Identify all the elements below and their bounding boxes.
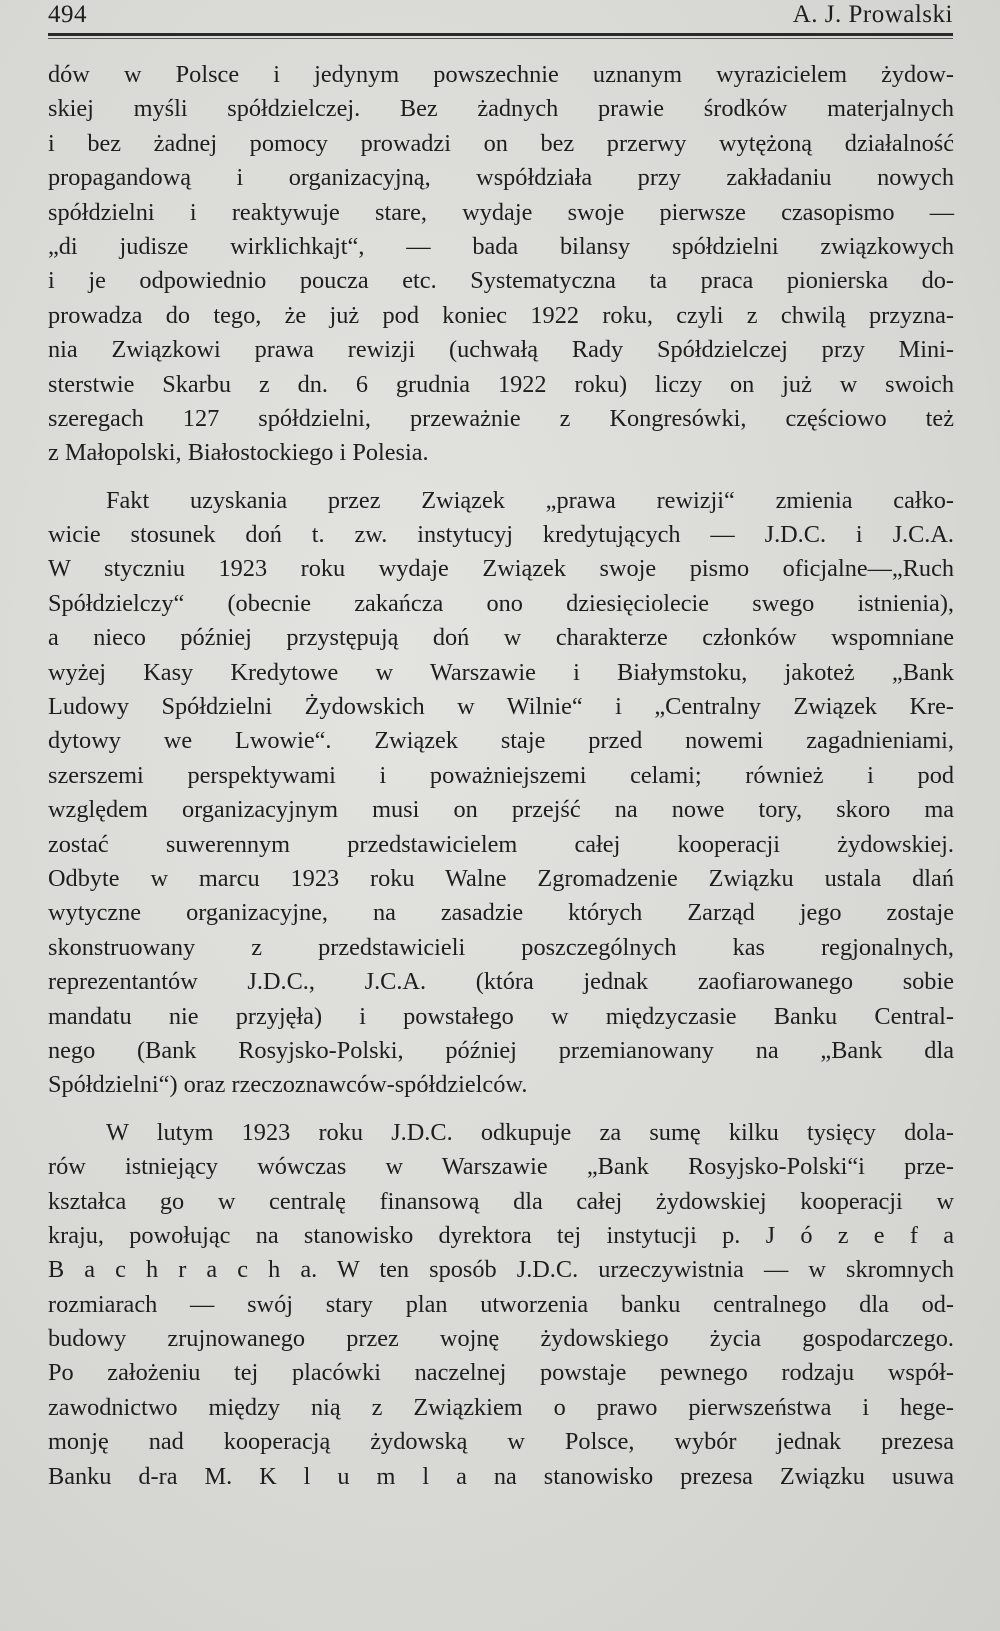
text-line: monję nad kooperacją żydowską w Polsce, wybór jednak prezesa	[48, 1428, 954, 1456]
paragraph-gap	[48, 471, 954, 484]
header-rule	[48, 33, 953, 36]
text-line: prowadza do tego, że już pod koniec 1922 roku, czyli z chwilą przyzna-	[48, 301, 954, 329]
text-line: B a c h r a c h a. W ten sposób J.D.C. urzeczywistnia — w skromnych	[48, 1256, 954, 1284]
text-line: szeregach 127 spółdzielni, przeważnie z Kongresówki, częściowo też	[48, 404, 954, 432]
text-line: wicie stosunek doń t. zw. instytucyj kredytujących — J.D.C. i J.C.A.	[48, 521, 954, 549]
paragraph-gap	[48, 1103, 954, 1116]
text-line: Spółdzielni“) oraz rzeczoznawców-spółdzielców.	[48, 1071, 528, 1099]
text-line: nego (Bank Rosyjsko-Polski, później przemianowany na „Bank dla	[48, 1036, 954, 1064]
text-line: zawodnictwo między nią z Związkiem o prawo pierwszeństwa i hege-	[48, 1393, 954, 1421]
text-line: rów istniejący wówczas w Warszawie „Bank Rosyjsko-Polski“i prze-	[48, 1153, 954, 1181]
text-line: nia Związkowi prawa rewizji (uchwałą Rady Spółdzielczej przy Mini-	[48, 336, 954, 364]
text-line: zostać suwerennym przedstawicielem całej kooperacji żydowskiej.	[48, 830, 954, 858]
text-line: wytyczne organizacyjne, na zasadzie których Zarząd jego zostaje	[48, 899, 954, 927]
text-line: W lutym 1923 roku J.D.C. odkupuje za sumę kilku tysięcy dola-	[106, 1118, 954, 1146]
text-line: kształca go w centralę finansową dla całej żydowskiej kooperacji w	[48, 1187, 954, 1215]
text-line: rozmiarach — swój stary plan utworzenia banku centralnego dla od-	[48, 1290, 954, 1318]
text-line: Banku d-ra M. K l u m l a na stanowisko prezesa Związku usuwa	[48, 1462, 954, 1490]
text-line: Po założeniu tej placówki naczelnej powstaje pewnego rodzaju współ-	[48, 1359, 954, 1387]
paragraph	[48, 1116, 954, 1494]
running-head: A. J. Prowalski	[792, 1, 953, 28]
text-line: i bez żadnej pomocy prowadzi on bez przerwy wytężoną działalność	[48, 129, 954, 157]
text-line: a nieco później przystępują doń w charakterze członków wspomniane	[48, 624, 954, 652]
body-text	[48, 58, 954, 1494]
text-line: względem organizacyjnym musi on przejść na nowe tory, skoro ma	[48, 796, 954, 824]
text-line: skiej myśli spółdzielczej. Bez żadnych prawie środków materjalnych	[48, 95, 954, 123]
text-line: skonstruowany z przedstawicieli poszczególnych kas regjonalnych,	[48, 933, 954, 961]
text-line: W styczniu 1923 roku wydaje Związek swoje pismo oficjalne—„Ruch	[48, 555, 954, 583]
text-line: z Małopolski, Białostockiego i Polesia.	[48, 439, 429, 467]
text-line: dytowy we Lwowie“. Związek staje przed nowemi zagadnieniami,	[48, 727, 954, 755]
text-line: szerszemi perspektywami i poważniejszemi celami; również i pod	[48, 761, 954, 789]
text-line: i je odpowiednio poucza etc. Systematyczna ta praca pionierska do-	[48, 267, 954, 295]
text-line: sterstwie Skarbu z dn. 6 grudnia 1922 roku) liczy on już w swoich	[48, 370, 954, 398]
paragraph	[48, 484, 954, 1103]
text-line: Ludowy Spółdzielni Żydowskich w Wilnie“ i „Centralny Związek Kre-	[48, 693, 954, 721]
text-line: wyżej Kasy Kredytowe w Warszawie i Białymstoku, jakoteż „Bank	[48, 658, 954, 686]
paragraph	[48, 58, 954, 471]
text-line: Spółdzielczy“ (obecnie zakańcza ono dziesięciolecie swego istnienia),	[48, 589, 954, 617]
text-line: spółdzielni i reaktywuje stare, wydaje swoje pierwsze czasopismo —	[48, 198, 954, 226]
text-line: mandatu nie przyjęła) i powstałego w międzyczasie Banku Central-	[48, 1002, 954, 1030]
text-line: propagandową i organizacyjną, współdziała przy zakładaniu nowych	[48, 164, 954, 192]
page-number: 494	[48, 1, 87, 28]
text-line: budowy zrujnowanego przez wojnę żydowskiego życia gospodarczego.	[48, 1325, 954, 1353]
text-line: kraju, powołując na stanowisko dyrektora tej instytucji p. J ó z e f a	[48, 1221, 954, 1249]
header-rule-thin	[48, 38, 953, 39]
text-line: Odbyte w marcu 1923 roku Walne Zgromadzenie Związku ustala dlań	[48, 864, 954, 892]
text-line: Fakt uzyskania przez Związek „prawa rewizji“ zmienia całko-	[106, 486, 954, 514]
page-header	[48, 0, 953, 36]
text-line: „di judisze wirklichkajt“, — bada bilansy spółdzielni związkowych	[48, 232, 954, 260]
text-line: reprezentantów J.D.C., J.C.A. (która jednak zaofiarowanego sobie	[48, 968, 954, 996]
text-line: dów w Polsce i jedynym powszechnie uznanym wyrazicielem żydow-	[48, 61, 954, 88]
